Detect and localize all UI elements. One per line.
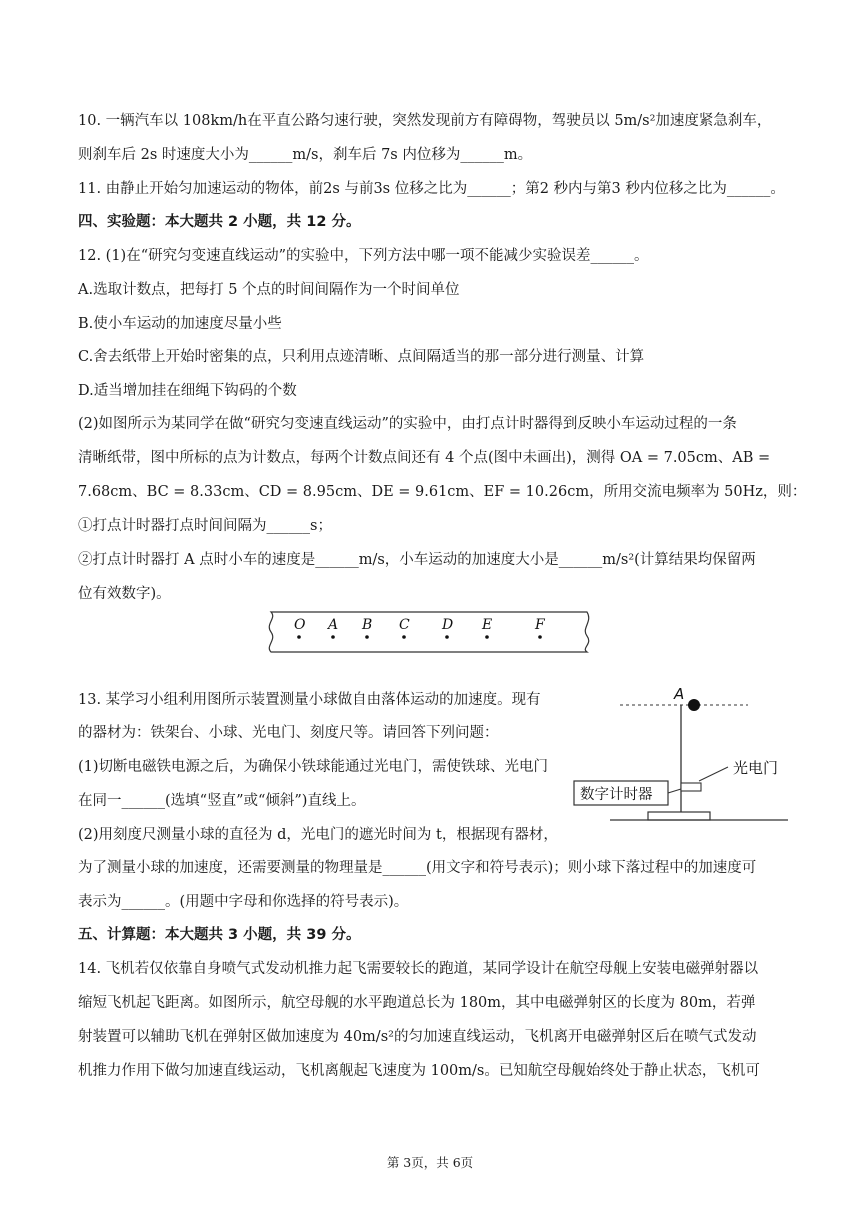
- q10-line-2: 则刹车后 2s 时速度大小为______m/s，刹车后 7s 内位移为______m。: [78, 147, 533, 163]
- tape-point-dot: [365, 635, 369, 639]
- q13-line-5: (2)用刻度尺测量小球的直径为 d，光电门的遮光时间为 t，根据现有器材，: [78, 827, 558, 843]
- tape-point-label: F: [535, 617, 545, 633]
- gate-pointer: [699, 767, 728, 781]
- q13-line-2: 的器材为：铁架台、小球、光电门、刻度尺等。请回答下列问题：: [78, 725, 499, 741]
- q13-line-3: (1)切断电磁铁电源之后，为确保小铁球能通过光电门，需使铁球、光电门: [78, 759, 549, 775]
- q14-line-4: 机推力作用下做匀加速直线运动，飞机离舰起飞速度为 100m/s。已知航空母舰始终处于静止状态，飞机可: [78, 1063, 760, 1079]
- q13-line-6: 为了测量小球的加速度，还需要测量的物理量是______(用文字和符号表示)；则小球下落过程中的加速度可: [78, 860, 757, 876]
- tape-point-dot: [331, 635, 335, 639]
- label-photogate: 光电门: [733, 759, 779, 777]
- q12-part2-line-3: 7.68cm、BC = 8.33cm、CD = 8.95cm、DE = 9.61cm、EF = 10.26cm，所用交流电频率为 50Hz，则：: [78, 484, 807, 500]
- tape-point-dot: [485, 635, 489, 639]
- q13-line-4: 在同一______(选填“竖直”或“倾斜”)直线上。: [78, 793, 366, 809]
- q12-stem: 12. (1)在“研究匀变速直线运动”的实验中，下列方法中哪一项不能减少实验误差______。: [78, 248, 649, 264]
- tape-point-label: B: [362, 617, 373, 633]
- page-footer: 第 3页，共 6页: [386, 1155, 474, 1170]
- tape-point-label: C: [399, 617, 410, 633]
- q12-option-c: C.舍去纸带上开始时密集的点，只利用点迹清晰、点间隔适当的那一部分进行测量、计算: [78, 349, 645, 365]
- section-4-heading: 四、实验题：本大题共 2 小题，共 12 分。: [78, 214, 361, 230]
- q12-option-b: B.使小车运动的加速度尽量小些: [78, 316, 282, 332]
- q12-part2-line-2: 清晰纸带，图中所标的点为计数点，每两个计数点间还有 4 个点(图中未画出)，测得 OA = 7.05cm、AB =: [78, 450, 771, 466]
- iron-ball: [688, 699, 700, 711]
- q14-line-3: 射装置可以辅助飞机在弹射区做加速度为 40m/s²的匀加速直线运动，飞机离开电磁弹射区后在喷气式发动: [78, 1029, 757, 1045]
- label-a: A: [674, 685, 685, 703]
- q12-option-a: A.选取计数点，把每打 5 个点的时间间隔作为一个时间单位: [78, 282, 460, 298]
- tape-point-label: O: [294, 617, 306, 633]
- tape-point-dot: [297, 635, 301, 639]
- section-5-heading: 五、计算题：本大题共 3 小题，共 39 分。: [78, 927, 361, 943]
- q13-line-7: 表示为______。(用题中字母和你选择的符号表示)。: [78, 894, 409, 910]
- paper-tape-figure: [257, 606, 595, 658]
- tape-point-dot: [445, 635, 449, 639]
- tape-point-label: D: [442, 617, 454, 633]
- q12-option-d: D.适当增加挂在细绳下钩码的个数: [78, 383, 297, 399]
- free-fall-apparatus-figure: [568, 683, 798, 831]
- label-digital-timer: 数字计时器: [580, 787, 653, 803]
- q14-line-2: 缩短飞机起飞距离。如图所示，航空母舰的水平跑道总长为 180m，其中电磁弹射区的长度为 80m，若弹: [78, 995, 756, 1011]
- q12-sub-question-2-line-2: 位有效数字)。: [78, 586, 171, 602]
- q10-line-1: 10. 一辆汽车以 108km/h在平直公路匀速行驶，突然发现前方有障碍物，驾驶员以 5m/s²加速度紧急刹车，: [78, 113, 772, 129]
- q12-sub-question-1: ①打点计时器打点时间间隔为______s；: [78, 518, 332, 534]
- q12-part2-line-1: (2)如图所示为某同学在做“研究匀变速直线运动”的实验中，由打点计时器得到反映小车运动过程的一条: [78, 416, 737, 432]
- tape-point-label: A: [328, 617, 339, 633]
- tape-point-label: E: [482, 617, 493, 633]
- q11-line-1: 11. 由静止开始匀加速运动的物体，前2s 与前3s 位移之比为______；第2 秒内与第3 秒内位移之比为______。: [78, 181, 785, 197]
- stand-base: [648, 812, 710, 820]
- q14-line-1: 14. 飞机若仅依靠自身喷气式发动机推力起飞需要较长的跑道，某同学设计在航空母舰上安装电磁弹射器以: [78, 961, 759, 977]
- q12-sub-question-2-line-1: ②打点计时器打 A 点时小车的速度是______m/s，小车运动的加速度大小是______m/s²(计算结果均保留两: [78, 552, 756, 568]
- tape-point-dot: [538, 635, 542, 639]
- q13-line-1: 13. 某学习小组利用图所示装置测量小球做自由落体运动的加速度。现有: [78, 692, 541, 708]
- timer-wire: [668, 789, 681, 793]
- photogate: [681, 783, 701, 791]
- tape-point-dot: [402, 635, 406, 639]
